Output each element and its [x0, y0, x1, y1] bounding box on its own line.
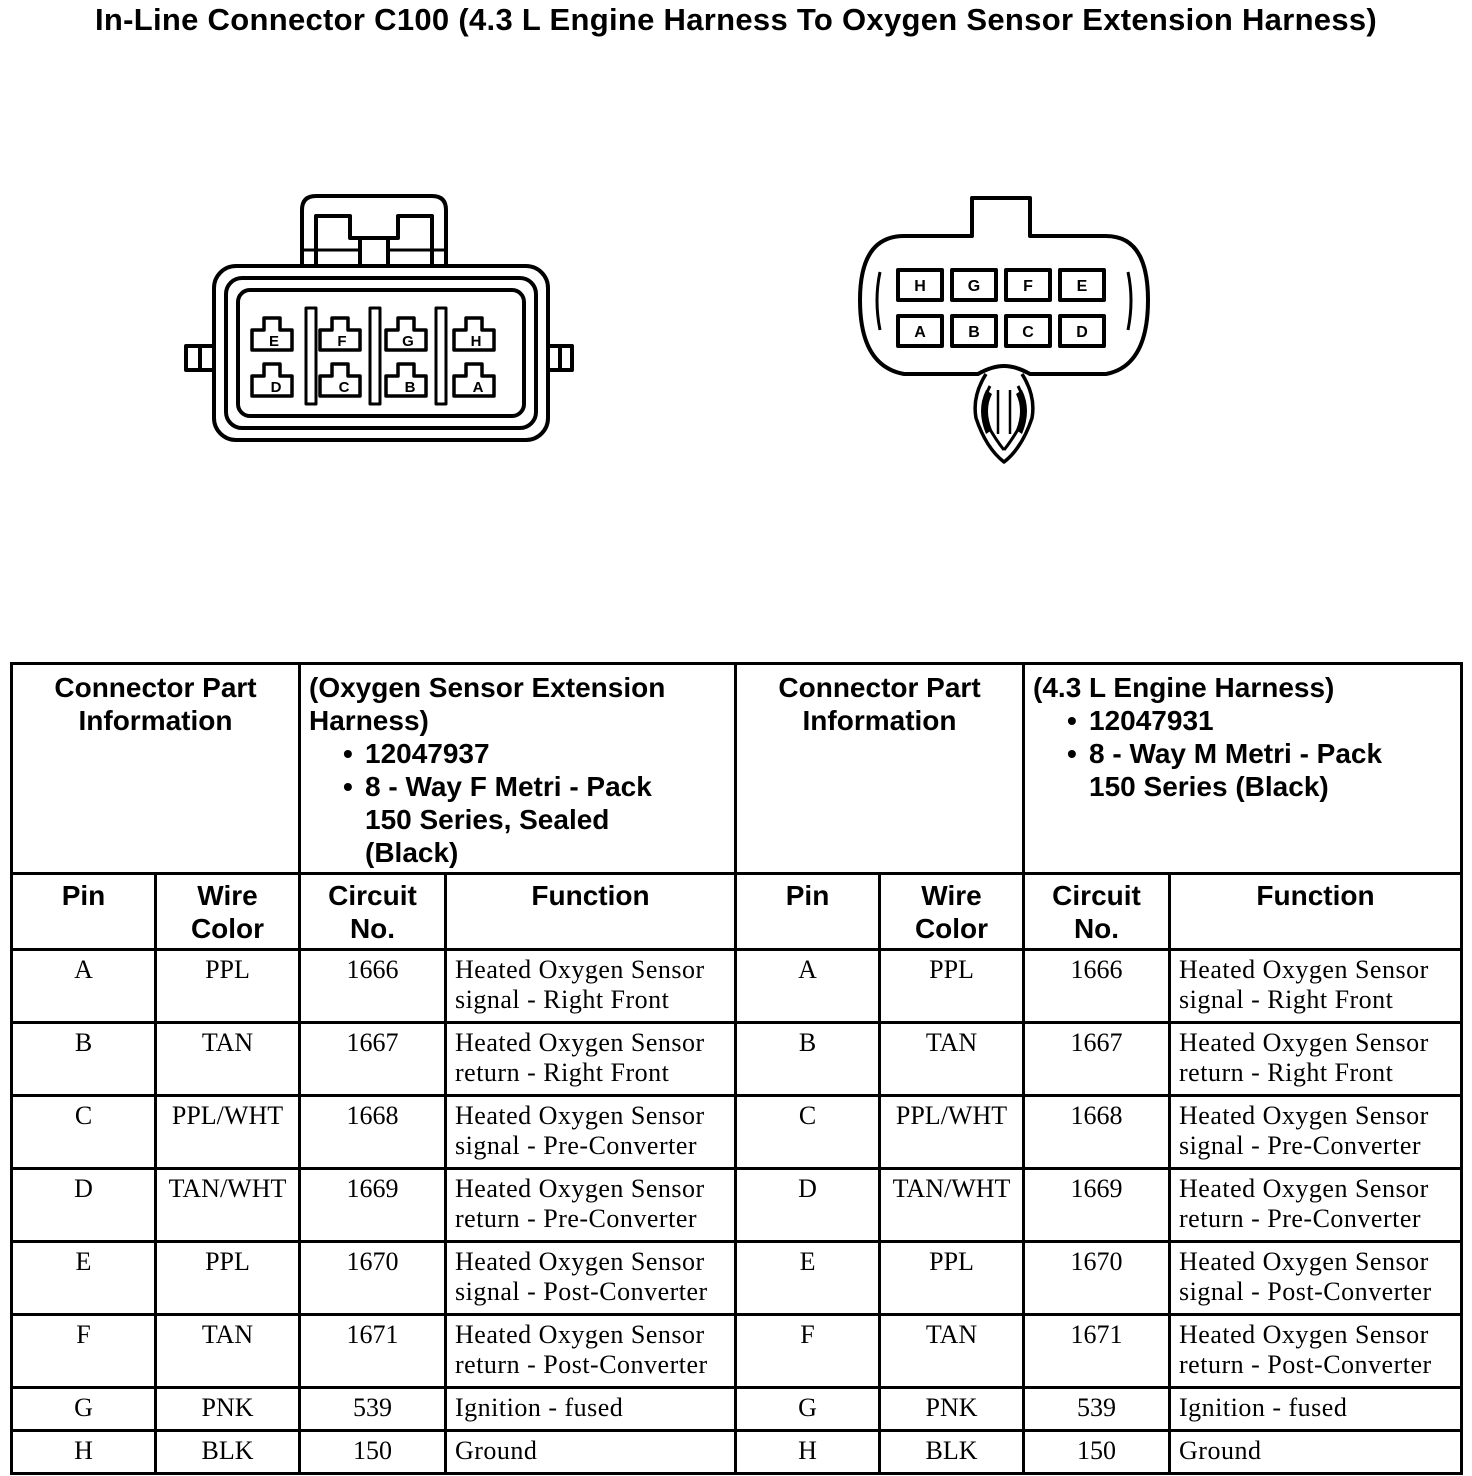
left-connector-diagram	[180, 190, 580, 450]
circuit-cell: 1666	[1024, 950, 1170, 1023]
left-cavity-label: E	[268, 333, 280, 350]
wire-color-cell: PNK	[880, 1388, 1024, 1431]
function-cell: Ground	[446, 1431, 736, 1474]
pin-cell: C	[736, 1096, 880, 1169]
circuit-cell: 1670	[300, 1242, 446, 1315]
table-row	[12, 1242, 1462, 1315]
circuit-cell: 1671	[300, 1315, 446, 1388]
function-cell: Heated Oxygen Sensor signal - Right Front	[446, 950, 736, 1023]
left-cavity-label: C	[338, 379, 350, 396]
pin-cell: H	[12, 1431, 156, 1474]
function-cell: Heated Oxygen Sensor return - Pre-Converter	[1170, 1169, 1462, 1242]
pin-cell: A	[12, 950, 156, 1023]
pin-rows	[12, 950, 1462, 1474]
function-cell: Heated Oxygen Sensor return - Right Front	[446, 1023, 736, 1096]
pin-cell: A	[736, 950, 880, 1023]
header-wire-color: Wire Color	[156, 874, 300, 950]
header-pin: Pin	[736, 874, 880, 950]
circuit-cell: 1668	[1024, 1096, 1170, 1169]
right-cavity-label: A	[914, 324, 926, 341]
wire-color-cell: TAN/WHT	[156, 1169, 300, 1242]
right-cavity-label: E	[1076, 278, 1088, 295]
header-function: Function	[446, 874, 736, 950]
right-info-label: Connector Part Information	[736, 664, 1024, 874]
pin-cell: F	[736, 1315, 880, 1388]
header-circuit: Circuit No.	[300, 874, 446, 950]
function-cell: Ignition - fused	[446, 1388, 736, 1431]
left-connector-info: (Oxygen Sensor Extension Harness) • 12047937 • 8 - Way F Metri - Pack 150 Series, Sealed (Black)	[300, 664, 736, 874]
wire-color-cell: PPL/WHT	[880, 1096, 1024, 1169]
right-cavity-label: D	[1076, 324, 1088, 341]
right-connector-diagram	[850, 190, 1160, 480]
circuit-cell: 150	[300, 1431, 446, 1474]
wire-color-cell: TAN/WHT	[880, 1169, 1024, 1242]
wire-color-cell: PPL/WHT	[156, 1096, 300, 1169]
function-cell: Heated Oxygen Sensor return - Post-Converter	[446, 1315, 736, 1388]
circuit-cell: 1668	[300, 1096, 446, 1169]
circuit-cell: 539	[1024, 1388, 1170, 1431]
pin-cell: B	[736, 1023, 880, 1096]
pin-cell: F	[12, 1315, 156, 1388]
right-cavity-label: B	[968, 324, 980, 341]
circuit-cell: 1667	[300, 1023, 446, 1096]
pin-cell: B	[12, 1023, 156, 1096]
circuit-cell: 1666	[300, 950, 446, 1023]
left-cavity-label: D	[270, 379, 282, 396]
wire-color-cell: TAN	[880, 1315, 1024, 1388]
right-cavity-label: G	[967, 278, 981, 295]
table-header-row	[12, 874, 1462, 950]
function-cell: Heated Oxygen Sensor signal - Post-Converter	[446, 1242, 736, 1315]
wire-color-cell: PPL	[156, 950, 300, 1023]
function-cell: Heated Oxygen Sensor signal - Post-Converter	[1170, 1242, 1462, 1315]
pin-cell: D	[12, 1169, 156, 1242]
function-cell: Heated Oxygen Sensor return - Pre-Converter	[446, 1169, 736, 1242]
header-circuit: Circuit No.	[1024, 874, 1170, 950]
part-number: • 12047937	[343, 738, 490, 769]
circuit-cell: 1671	[1024, 1315, 1170, 1388]
pinout-table	[10, 662, 1463, 1475]
wire-color-cell: BLK	[156, 1431, 300, 1474]
function-cell: Heated Oxygen Sensor return - Right Front	[1170, 1023, 1462, 1096]
header-pin: Pin	[12, 874, 156, 950]
table-row	[12, 1431, 1462, 1474]
left-cavity-label: B	[404, 379, 416, 396]
function-cell: Ground	[1170, 1431, 1462, 1474]
pin-cell: E	[12, 1242, 156, 1315]
wire-color-cell: TAN	[156, 1315, 300, 1388]
circuit-cell: 1669	[1024, 1169, 1170, 1242]
function-cell: Heated Oxygen Sensor signal - Right Front	[1170, 950, 1462, 1023]
table-row	[12, 1315, 1462, 1388]
table-row	[12, 950, 1462, 1023]
pin-cell: D	[736, 1169, 880, 1242]
left-cavity-label: H	[470, 333, 482, 350]
pin-cell: G	[736, 1388, 880, 1431]
wire-color-cell: PPL	[156, 1242, 300, 1315]
diagram-title: In-Line Connector C100 (4.3 L Engine Harness To Oxygen Sensor Extension Harness)	[94, 2, 1378, 37]
function-cell: Ignition - fused	[1170, 1388, 1462, 1431]
pin-cell: C	[12, 1096, 156, 1169]
part-number: • 12047931	[1067, 705, 1214, 736]
pin-cell: G	[12, 1388, 156, 1431]
circuit-cell: 1670	[1024, 1242, 1170, 1315]
wire-color-cell: TAN	[156, 1023, 300, 1096]
function-cell: Heated Oxygen Sensor signal - Pre-Converter	[1170, 1096, 1462, 1169]
connector-description: • 8 - Way F Metri - Pack 150 Series, Sealed (Black)	[343, 771, 652, 868]
wire-color-cell: PPL	[880, 950, 1024, 1023]
connector-info-row	[12, 664, 1462, 874]
right-cavity-label: C	[1022, 324, 1034, 341]
circuit-cell: 539	[300, 1388, 446, 1431]
function-cell: Heated Oxygen Sensor signal - Pre-Converter	[446, 1096, 736, 1169]
right-connector-info: (4.3 L Engine Harness) • 12047931 • 8 - Way M Metri - Pack 150 Series (Black)	[1024, 664, 1462, 874]
wire-color-cell: PNK	[156, 1388, 300, 1431]
wire-color-cell: TAN	[880, 1023, 1024, 1096]
pin-cell: H	[736, 1431, 880, 1474]
table-row	[12, 1169, 1462, 1242]
left-cavity-label: A	[472, 379, 484, 396]
table-row	[12, 1388, 1462, 1431]
left-cavity-label: F	[337, 333, 347, 350]
pin-cell: E	[736, 1242, 880, 1315]
circuit-cell: 1669	[300, 1169, 446, 1242]
left-info-label: Connector Part Information	[12, 664, 300, 874]
table-row	[12, 1096, 1462, 1169]
wire-color-cell: BLK	[880, 1431, 1024, 1474]
right-cavity-label: H	[914, 278, 926, 295]
table-row	[12, 1023, 1462, 1096]
circuit-cell: 1667	[1024, 1023, 1170, 1096]
function-cell: Heated Oxygen Sensor return - Post-Converter	[1170, 1315, 1462, 1388]
header-function: Function	[1170, 874, 1462, 950]
left-cavity-label: G	[402, 333, 414, 350]
wire-color-cell: PPL	[880, 1242, 1024, 1315]
connector-description: • 8 - Way M Metri - Pack 150 Series (Black)	[1067, 738, 1383, 802]
circuit-cell: 150	[1024, 1431, 1170, 1474]
header-wire-color: Wire Color	[880, 874, 1024, 950]
right-cavity-label: F	[1023, 278, 1033, 295]
